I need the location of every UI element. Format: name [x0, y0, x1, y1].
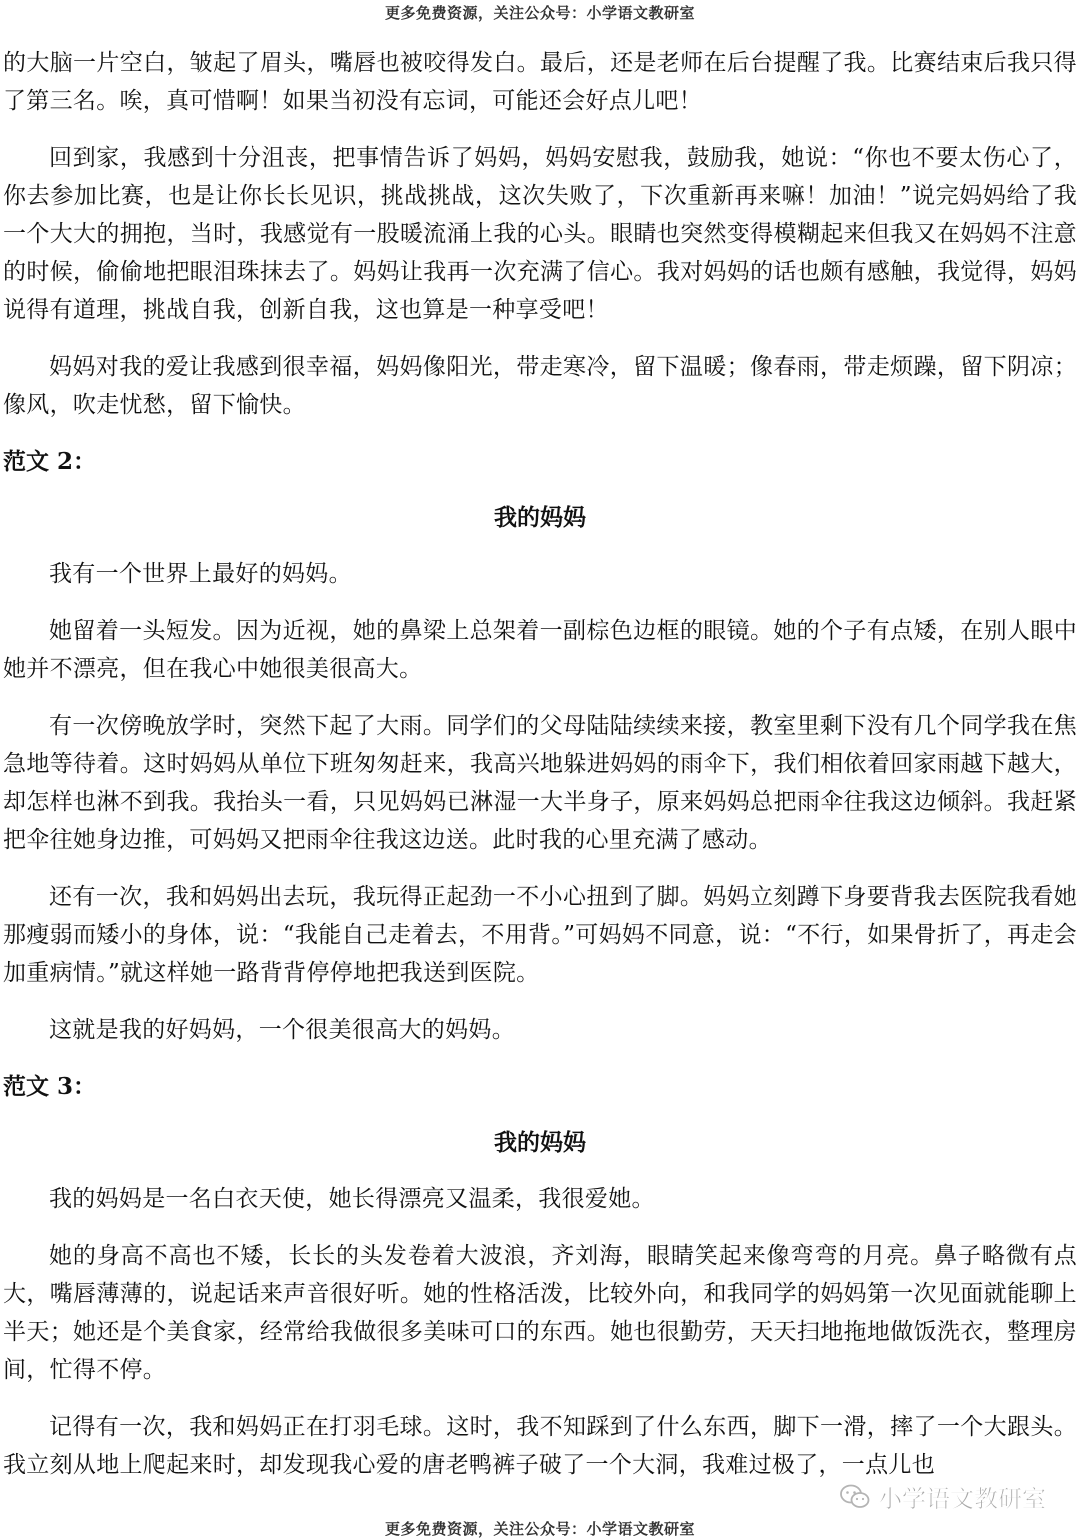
essay2-paragraph-2: 她留着一头短发。因为近视，她的鼻梁上总架着一副棕色边框的眼镜。她的个子有点矮，在别人眼中她并不漂亮，但在我心中她很美很高大。: [3, 618, 1077, 682]
watermark: [840, 1479, 1046, 1514]
essay1-paragraph-3: 妈妈对我的爱让我感到很幸福，妈妈像阳光，带走寒冷，留下温暖；像春雨，带走烦躁，留下阴凉；像风，吹走忧愁，留下愉快。: [3, 354, 1077, 418]
essay3-paragraph-1: 我的妈妈是一名白衣天使，她长得漂亮又温柔，我很爱她。: [49, 1186, 655, 1212]
essay2-paragraph-4: 还有一次，我和妈妈出去玩，我玩得正起劲一不小心扭到了脚。妈妈立刻蹲下身要背我去医院我看她那瘦弱而矮小的身体，说：“我能自己走着去，不用背。”可妈妈不同意，说：“不行，如果骨折了，再走会加重病情。”就这样她一路背背停停地把我送到医院。: [3, 884, 1077, 986]
essay3-paragraph-3: 记得有一次，我和妈妈正在打羽毛球。这时，我不知踩到了什么东西，脚下一滑，摔了一个大跟头。我立刻从地上爬起来时，却发现我心爱的唐老鸭裤子破了一个大洞，我难过极了，一点儿也: [3, 1414, 1077, 1478]
essay2-paragraph-3: 有一次傍晚放学时，突然下起了大雨。同学们的父母陆陆续续来接，教室里剩下没有几个同学我在焦急地等待着。这时妈妈从单位下班匆匆赶来，我高兴地躲进妈妈的雨伞下，我们相依着回家雨越下越大，却怎样也淋不到我。我抬头一看，只见妈妈已淋湿一大半身子，原来妈妈总把雨伞往我这边倾斜。我赶紧把伞往她身边推，可妈妈又把雨伞往我这边送。此时我的心里充满了感动。: [3, 713, 1077, 853]
essay1-paragraph-2: 回到家，我感到十分沮丧，把事情告诉了妈妈，妈妈安慰我，鼓励我，她说：“你也不要太伤心了，你去参加比赛，也是让你长长见识，挑战挑战，这次失败了，下次重新再来嘛！加油！”说完妈妈给了我一个大大的拥抱，当时，我感觉有一股暖流涌上我的心头。眼睛也突然变得模糊起来但我又在妈妈不注意的时候，偷偷地把眼泪珠抹去了。妈妈让我再一次充满了信心。我对妈妈的话也颇有感触，我觉得，妈妈说得有道理，挑战自我，创新自我，这也算是一种享受吧！: [3, 145, 1077, 323]
watermark-text: 小学语文教研室: [878, 1485, 1046, 1513]
document-body: [3, 44, 1077, 1503]
essay2-paragraph-1: 我有一个世界上最好的妈妈。: [49, 561, 352, 587]
wechat-icon: [840, 1484, 870, 1510]
essay3-label: 范文 3：: [3, 1073, 97, 1100]
page-header: 更多免费资源，关注公众号：小学语文教研室: [384, 4, 695, 22]
essay2-label: 范文 2：: [3, 448, 97, 475]
essay2-title: 我的妈妈: [494, 504, 586, 531]
essay2-paragraph-5: 这就是我的好妈妈，一个很美很高大的妈妈。: [49, 1017, 515, 1043]
essay3-title: 我的妈妈: [494, 1129, 586, 1156]
essay3-paragraph-2: 她的身高不高也不矮，长长的头发卷着大波浪，齐刘海，眼睛笑起来像弯弯的月亮。鼻子略微有点大，嘴唇薄薄的，说起话来声音很好听。她的性格活泼，比较外向，和我同学的妈妈第一次见面就能聊上半天；她还是个美食家，经常给我做很多美味可口的东西。她也很勤劳，天天扫地拖地做饭洗衣，整理房间，忙得不停。: [3, 1243, 1077, 1383]
essay1-paragraph-1: 的大脑一片空白，皱起了眉头，嘴唇也被咬得发白。最后，还是老师在后台提醒了我。比赛结束后我只得了第三名。唉，真可惜啊！如果当初没有忘词，可能还会好点儿吧！: [3, 50, 1077, 114]
page-footer: 更多免费资源，关注公众号：小学语文教研室: [384, 1520, 695, 1538]
